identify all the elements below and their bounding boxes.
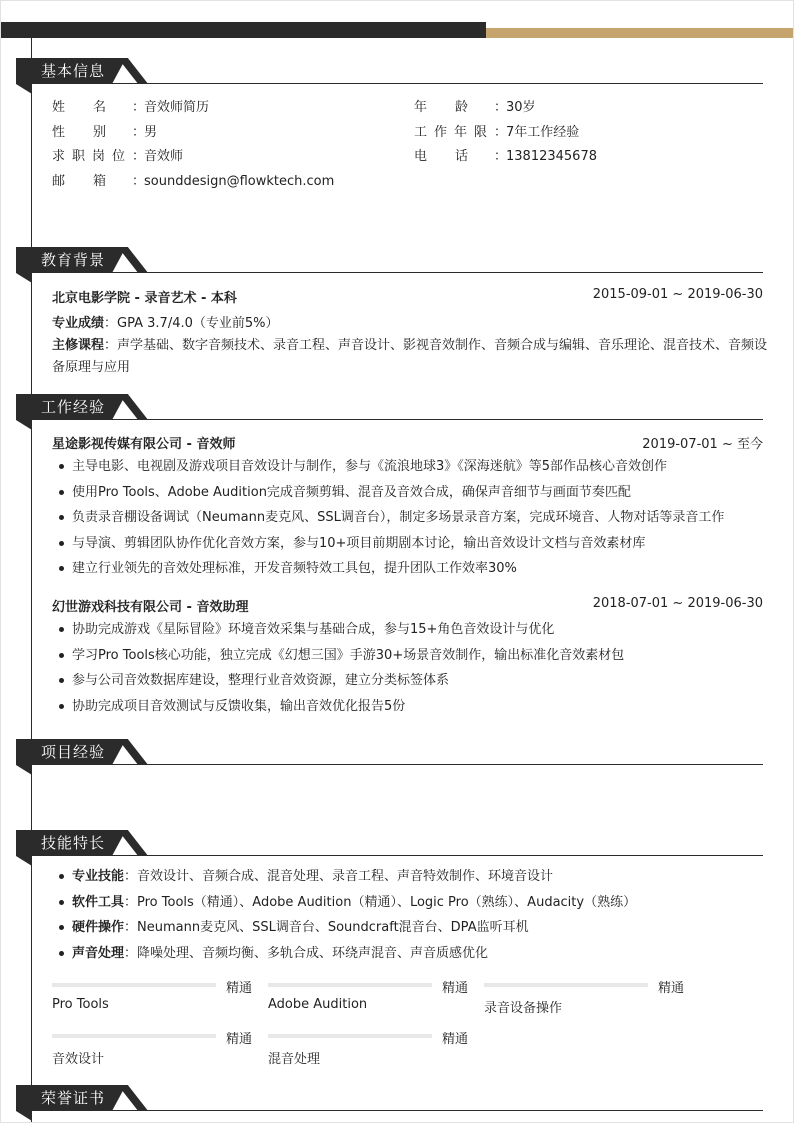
field-value: 音效师 [144,149,184,164]
education-entry [52,285,768,375]
skill-label: 软件工具 [72,894,125,910]
list-item: 负责录音棚设备调试（Neumann麦克风、SSL调音台），制定多场景录音方案，完成环境音、人物对话等录音工作 [52,505,724,531]
list-item: 与导演、剪辑团队协作优化音效方案，参与10+项目前期剧本讨论，输出音效设计文档与音效素材库 [52,531,724,557]
field-label: 年龄 [414,100,497,115]
skill-label: 专业技能 [72,869,125,884]
header-fold [16,765,32,775]
list-item [52,941,636,967]
field-age: 年龄：30岁 [414,96,536,115]
skill-text: ：降噪处理、音频均衡、多轨合成、环绕声混音、声音质感优化 [124,945,489,961]
section-title: 技能特长 [16,830,112,856]
section-header [16,1085,763,1111]
field-job: 求职岗位：音效师 [52,145,183,164]
header-rule [112,1110,763,1111]
header-fold [16,420,32,430]
field-label: 邮箱 [52,174,135,189]
header-fold [16,856,32,866]
school-title: 北京电影学院 - 录音艺术 - 本科 [52,291,237,306]
skill-level: 精通 [442,1032,469,1047]
list-item: 协助完成游戏《星际冒险》环境音效采集与基础合成，参与15+角色音效设计与优化 [52,617,624,643]
skill-level: 精通 [658,981,685,996]
section-honors [16,1085,763,1111]
list-item: 建立行业领先的音效处理标准，开发音频特效工具包，提升团队工作效率30% [52,556,724,582]
skill-level-bar [484,983,648,987]
list-item [52,890,636,916]
header-rule [112,764,763,765]
field-value[interactable]: sounddesign@flowktech.com [144,174,335,189]
section-header [16,830,763,856]
list-item [52,915,636,941]
education-dates: 2015-09-01 ~ 2019-06-30 [592,287,763,302]
section-basic-info [16,58,763,84]
section-title: 荣誉证书 [16,1085,112,1111]
header-fold [16,273,32,283]
section-skills [16,830,763,856]
skill-name: Adobe Audition [268,997,368,1012]
section-work [16,394,763,420]
field-value: 男 [144,125,158,140]
gpa-value: GPA 3.7/4.0（专业前5%） [117,316,279,331]
field-value: 音效师简历 [144,100,210,115]
skill-text: ：音效设计、音频合成、混音处理、录音工程、声音特效制作、环境音设计 [124,869,554,884]
section-projects [16,739,763,765]
section-header [16,394,763,420]
section-header [16,739,763,765]
job-duties [52,454,724,582]
top-accent-bar [486,28,794,38]
job-dates: 2019-07-01 ~ 至今 [642,437,763,452]
field-years: 工作年限：7年工作经验 [414,121,579,140]
skill-label: 声音处理 [72,945,125,961]
field-name: 姓名：音效师简历 [52,96,209,115]
section-header [16,247,763,273]
field-email: 邮箱：sounddesign@flowktech.com [52,170,334,189]
header-rule [112,855,763,856]
field-label: 性别 [52,125,135,140]
skill-level: 精通 [442,981,469,996]
header-fold [16,84,32,94]
skill-text: ：Neumann麦克风、SSL调音台、Soundcraft混音台、DPA监听耳机 [124,920,529,935]
skill-text: ：Pro Tools（精通）、Adobe Audition（精通）、Logic Pro（熟练）、Audacity（熟练） [124,894,637,910]
skill-level-bar [268,983,432,987]
courses-line: 主修课程：声学基础、数字音频技术、录音工程、声音设计、影视音效制作、音频合成与编辑、音乐理论、混音技术、音频设 [52,338,768,353]
section-title: 教育背景 [16,247,112,273]
skill-name: 音效设计 [52,1052,105,1067]
section-title: 项目经验 [16,739,112,765]
list-item: 学习Pro Tools核心功能，独立完成《幻想三国》手游30+场景音效制作，输出标准化音效素材包 [52,643,624,669]
section-title: 基本信息 [16,58,112,84]
list-item: 主导电影、电视剧及游戏项目音效设计与制作，参与《流浪地球3》《深海迷航》等5部作品核心音效创作 [52,454,724,480]
skill-level: 精通 [226,981,253,996]
top-decor-bar [0,22,486,38]
skill-name: 混音处理 [268,1052,321,1067]
skill-name: 录音设备操作 [484,1001,563,1016]
job-dates: 2018-07-01 ~ 2019-06-30 [592,596,763,611]
field-label: 姓名 [52,100,135,115]
job-duties [52,617,624,719]
gpa-label: 专业成绩 [52,316,105,331]
list-item: 协助完成项目音效测试与反馈收集，输出音效优化报告5份 [52,694,624,720]
skills-body [52,864,763,1074]
header-rule [112,83,763,84]
field-label: 求职岗位 [52,149,133,164]
list-item: 使用Pro Tools、Adobe Audition完成音频剪辑、混音及音效合成，确保声音细节与画面节奏匹配 [52,480,724,506]
section-header [16,58,763,84]
field-gender: 性别：男 [52,121,157,140]
header-rule [112,272,763,273]
top-decor-notch [470,22,486,38]
gpa-line: 专业成绩：GPA 3.7/4.0（专业前5%） [52,316,279,331]
courses-label: 主修课程 [52,338,105,353]
field-value: 13812345678 [506,149,597,164]
section-education [16,247,763,273]
skill-name: Pro Tools [52,997,109,1012]
skill-level-bar [268,1034,432,1038]
header-fold [16,1111,32,1121]
field-phone: 电话：13812345678 [414,145,597,164]
field-label: 电话 [414,149,497,164]
list-item: 参与公司音效数据库建设，整理行业音效资源，建立分类标签体系 [52,668,624,694]
list-item [52,864,636,890]
job-title: 幻世游戏科技有限公司 - 音效助理 [52,600,249,615]
skill-list [52,864,636,966]
left-frame-line [31,38,32,1123]
work-entries [52,432,763,722]
basic-info-grid [52,94,763,194]
skill-level: 精通 [226,1032,253,1047]
job-title: 星途影视传媒有限公司 - 音效师 [52,437,236,452]
header-rule [112,419,763,420]
field-value: 30岁 [506,100,536,115]
section-title: 工作经验 [16,394,112,420]
field-label: 工作年限 [414,125,495,140]
skill-level-bar [52,983,216,987]
courses-line-2: 备原理与应用 [52,360,131,375]
field-value: 7年工作经验 [506,125,580,140]
skill-label: 硬件操作 [72,920,125,935]
skill-level-bar [52,1034,216,1038]
courses-value: 声学基础、数字音频技术、录音工程、声音设计、影视音效制作、音频合成与编辑、音乐理论、混音技术、音频设 [117,338,768,353]
